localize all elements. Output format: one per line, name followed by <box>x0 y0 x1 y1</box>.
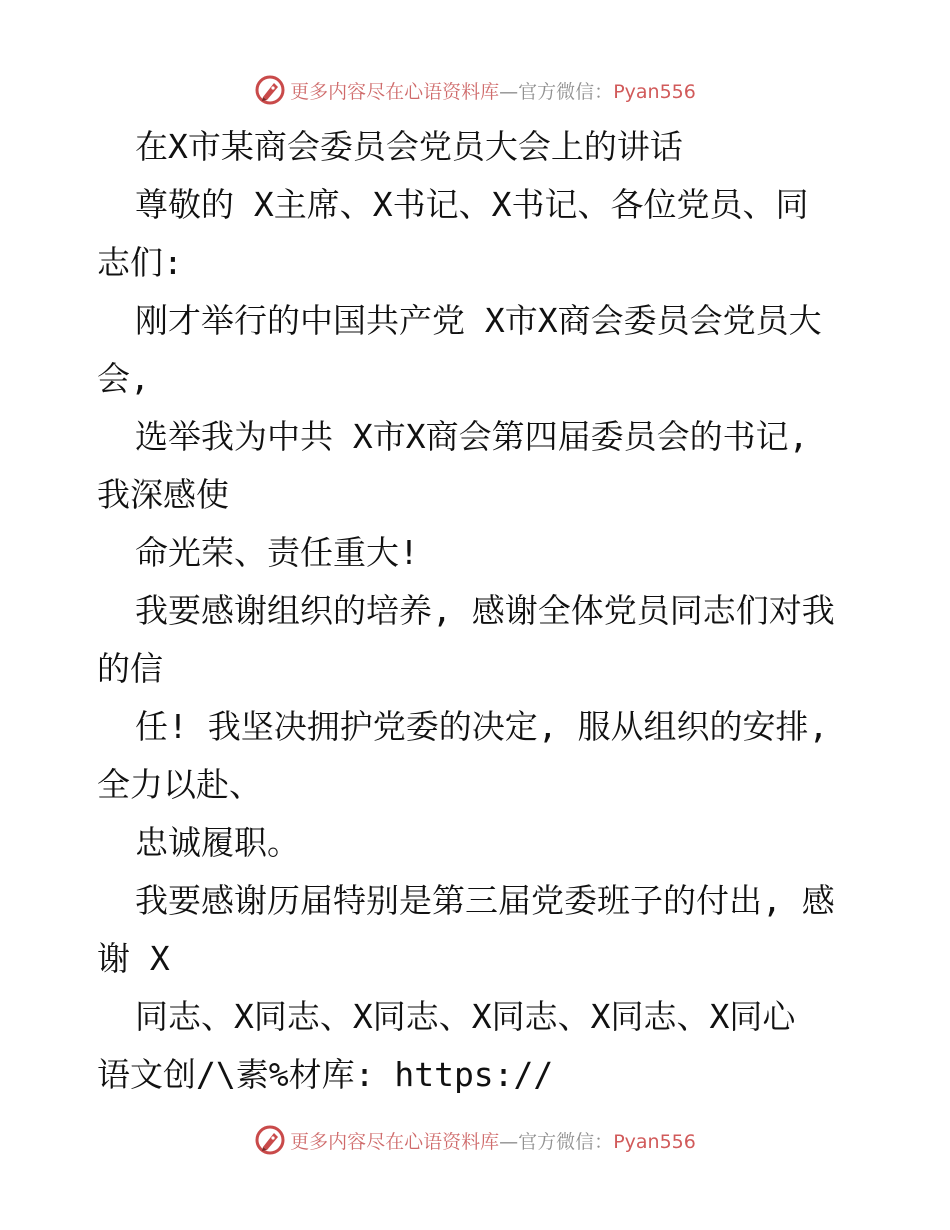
document-line: 同志、X同志、X同志、X同志、X同志、X同心 <box>135 997 796 1036</box>
footer-brand: 更多内容尽在心语资料库 <box>290 1130 500 1153</box>
footer-handle: Pyan556 <box>613 1130 696 1153</box>
document-line: 我要感谢组织的培养, 感谢全体党员同志们对我 <box>135 591 835 630</box>
footer-separator: — <box>499 1130 519 1153</box>
header-banner-text <box>290 77 696 104</box>
document-line: 我要感谢历届特别是第三届党委班子的付出, 感 <box>135 881 835 920</box>
document-line: 选举我为中共 X市X商会第四届委员会的书记, <box>135 417 809 456</box>
document-body <box>97 118 867 1104</box>
footer-banner-text <box>290 1127 696 1154</box>
pen-logo-icon <box>254 74 286 106</box>
document-line: 志们: <box>97 243 183 282</box>
document-line: 会, <box>97 359 150 398</box>
document-line: 的信 <box>97 649 163 688</box>
footer-channel: 官方微信： <box>518 1130 614 1153</box>
document-line: 我深感使 <box>97 475 229 514</box>
document-line: 忠诚履职。 <box>135 823 300 862</box>
pen-logo-icon <box>254 1124 286 1156</box>
footer-watermark-banner <box>0 1120 950 1160</box>
header-brand: 更多内容尽在心语资料库 <box>290 80 500 103</box>
header-handle: Pyan556 <box>613 80 696 103</box>
header-watermark-banner <box>0 70 950 110</box>
header-channel: 官方微信： <box>518 80 614 103</box>
document-line: 语文创/\素%材库: https:// <box>97 1055 554 1094</box>
document-line: 在X市某商会委员会党员大会上的讲话 <box>135 127 683 166</box>
document-line: 命光荣、责任重大! <box>135 533 419 572</box>
document-line: 尊敬的 X主席、X书记、X书记、各位党员、同 <box>135 185 809 224</box>
document-line: 全力以赴、 <box>97 765 262 804</box>
header-separator: — <box>499 80 519 103</box>
document-line: 任! 我坚决拥护党委的决定, 服从组织的安排, <box>135 707 829 746</box>
document-line: 谢 X <box>97 939 170 978</box>
document-line: 刚才举行的中国共产党 X市X商会委员会党员大 <box>135 301 822 340</box>
